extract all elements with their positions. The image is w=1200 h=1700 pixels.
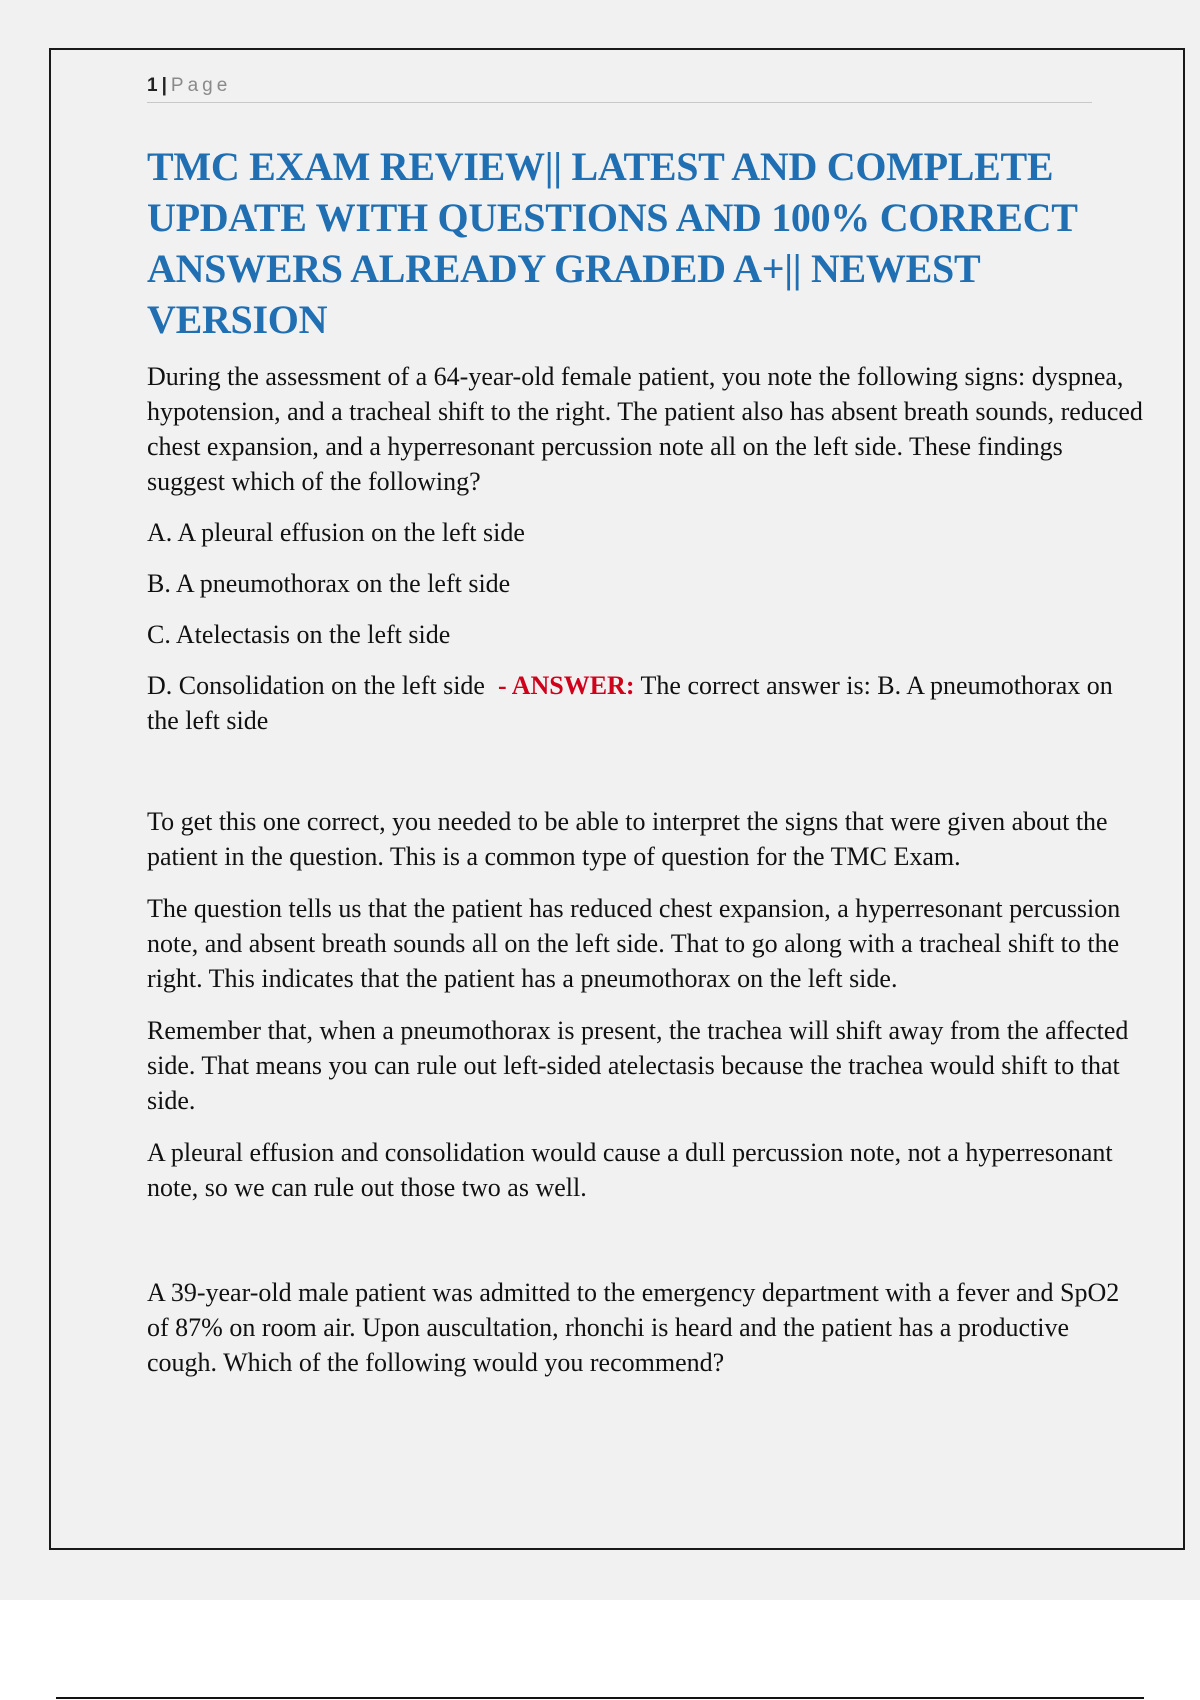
option-a: A. A pleural effusion on the left side [147,518,525,547]
option-d-with-answer [147,668,1143,738]
question-2-stem: A 39-year-old male patient was admitted to the emergency department with a fever and SpO2 of 87% on room air. Upon auscultation, rhonchi is heard and the patient has a productive cough. Which of the following would you recommend? [147,1278,1120,1377]
page-header [147,72,1092,103]
next-page-area [0,1600,1200,1700]
option-d: D. Consolidation on the left side [147,671,485,700]
option-c: C. Atelectasis on the left side [147,620,451,649]
explanation-paragraph-4: A pleural effusion and consolidation would cause a dull percussion note, not a hyperresonant note, so we can rule out those two as well. [147,1138,1113,1202]
explanation-paragraph-3: Remember that, when a pneumothorax is present, the trachea will shift away from the affected side. That means you can rule out left-sided atelectasis because the trachea would shift to that side. [147,1016,1129,1115]
question-1-stem: During the assessment of a 64-year-old female patient, you note the following signs: dyspnea, hypotension, and a tracheal shift to the right. The patient also has absent breath sounds, reduced chest expansion, and a hyperresonant percussion note all on the left side. These findings suggest which of the following? [147,362,1143,496]
explanation-paragraph-1: To get this one correct, you needed to be able to interpret the signs that were given about the patient in the question. This is a common type of question for the TMC Exam. [147,807,1108,871]
option-b: B. A pneumothorax on the left side [147,569,511,598]
page-content [147,72,1143,1380]
answer-text: The correct answer is: B. A pneumothorax on the left side [147,671,1113,735]
document-page [49,48,1185,1550]
answer-label: - ANSWER: [497,671,635,700]
next-page-top-rule [56,1697,1144,1699]
page-number: 1 [147,75,158,96]
page-header-separator: | [161,75,167,96]
explanation-paragraph-2: The question tells us that the patient has reduced chest expansion, a hyperresonant percussion note, and absent breath sounds all on the left side. That to go along with a tracheal shift to the right. This indicates that the patient has a pneumothorax on the left side. [147,894,1121,993]
document-title: TMC EXAM REVIEW|| LATEST AND COMPLETE UPDATE WITH QUESTIONS AND 100% CORRECT ANSWERS ALREADY GRADED A+|| NEWEST VERSION [147,144,1077,342]
page-word: Page [170,75,232,96]
